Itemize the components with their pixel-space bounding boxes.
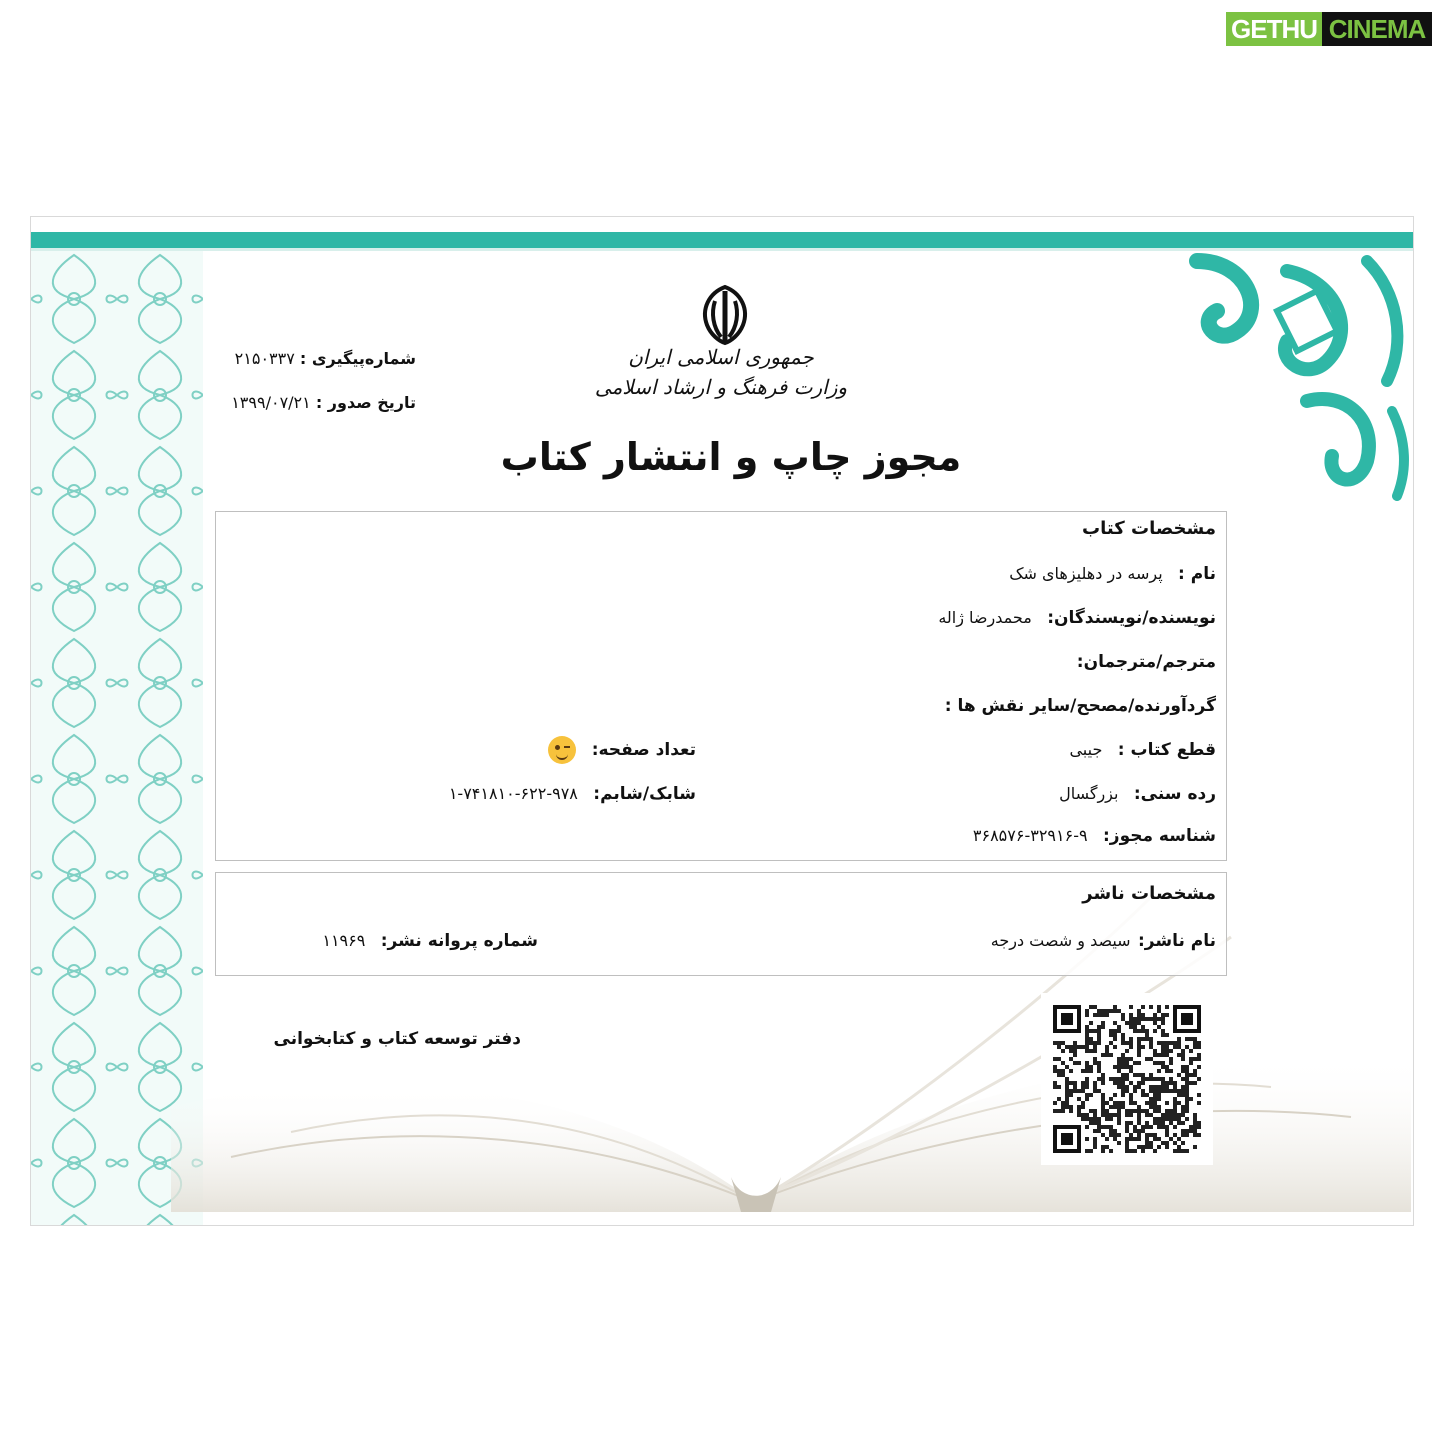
author-label: نویسنده/نویسندگان: (1047, 608, 1216, 628)
issuer-heading (591, 342, 851, 402)
license-id-label: شناسه مجوز: (1102, 826, 1216, 846)
author-row (938, 608, 1216, 628)
issuer-line2: وزارت فرهنگ و ارشاد اسلامی (594, 375, 848, 399)
issuer-line1: جمهوری اسلامی ایران (628, 345, 814, 369)
publishing-permit-label: شماره پروانه نشر: (380, 931, 538, 951)
age-group-label: رده سنی: (1133, 784, 1216, 804)
other-roles-row (945, 696, 1216, 716)
other-roles-label: گردآورنده/مصحح/سایر نقش ها : (944, 696, 1216, 716)
age-group-value: بزرگسال (1059, 784, 1119, 803)
license-id-row (973, 826, 1216, 846)
publisher-section-title: مشخصات ناشر (1082, 883, 1216, 904)
isbn-row (449, 784, 696, 804)
watermark-logo (1226, 12, 1432, 46)
book-size-label: قطع کتاب : (1117, 740, 1216, 760)
author-value: محمدرضا ژاله (938, 608, 1032, 627)
license-id-value: ۹-۳۲۹۱۶-۳۶۸۵۷۶ (972, 826, 1088, 845)
page-count-label: تعداد صفحه: (591, 740, 696, 760)
book-name-label: نام : (1178, 564, 1216, 584)
publishing-permit-row (322, 931, 538, 951)
isbn-value: ۹۷۸-۶۲۲-۷۴۱۸۱۰-۱ (448, 784, 578, 803)
book-name-row (1009, 564, 1216, 584)
watermark-part1: GETHU (1226, 12, 1322, 46)
translator-row (1077, 652, 1216, 672)
publisher-name-label: نام ناشر: (1137, 931, 1216, 951)
tracking-number (201, 349, 416, 368)
tracking-value: ۲۱۵۰۳۳۷ (234, 349, 295, 368)
book-size-value: جیبی (1069, 740, 1103, 759)
winking-face-icon (548, 736, 576, 764)
isbn-label: شابک/شابم: (593, 784, 696, 804)
book-name-value: پرسه در دهلیزهای شک (1009, 564, 1163, 583)
age-group-row (1059, 784, 1216, 804)
page-count-row (548, 736, 696, 764)
publisher-name-row (991, 931, 1216, 951)
issue-label: تاریخ صدور : (315, 393, 416, 412)
book-section-title: مشخصات کتاب (1082, 518, 1216, 539)
corner-ornament (1157, 251, 1413, 501)
issuing-office: دفتر توسعه کتاب و کتابخوانی (273, 1029, 521, 1049)
publishing-permit-value: ۱۱۹۶۹ (322, 931, 366, 950)
watermark-part2: CINEMA (1322, 12, 1432, 46)
iran-emblem-icon (691, 283, 759, 347)
qr-code[interactable] (1041, 993, 1213, 1165)
translator-label: مترجم/مترجمان: (1076, 652, 1216, 672)
publisher-name-value: سیصد و شصت درجه (990, 931, 1131, 950)
book-details-box (215, 511, 1227, 861)
top-color-bar (31, 232, 1413, 248)
issue-date (201, 393, 416, 412)
issue-value: ۱۳۹۹/۰۷/۲۱ (231, 393, 311, 412)
publisher-details-box (215, 872, 1227, 976)
tracking-label: شماره‌پیگیری : (299, 349, 416, 368)
document-title: مجوز چاپ و انتشار کتاب (500, 435, 962, 479)
license-certificate (30, 216, 1414, 1226)
book-size-row (1069, 740, 1216, 760)
